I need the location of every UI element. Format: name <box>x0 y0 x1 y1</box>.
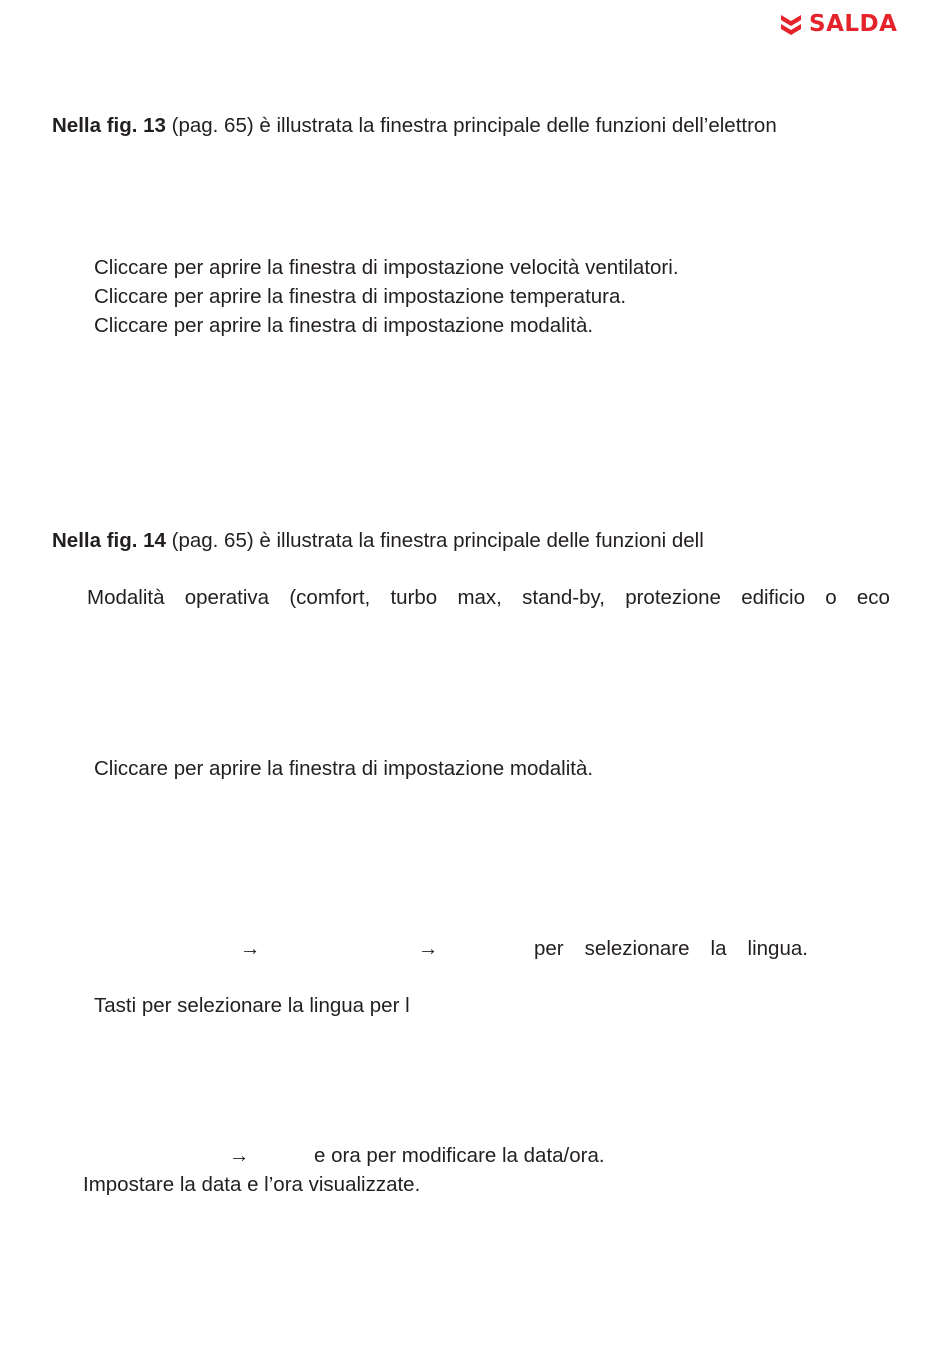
language-buttons-text: Tasti per selezionare la lingua per l <box>94 994 410 1017</box>
datetime-modify-text: e ora per modificare la data/ora. <box>314 1144 605 1167</box>
language-word: selezionare <box>584 937 690 960</box>
mode-word: turbo <box>390 586 438 609</box>
salda-logo <box>779 10 897 38</box>
section2-item-mode: Cliccare per aprire la finestra di impostazione modalità. <box>94 757 594 780</box>
section1-item-mode: Cliccare per aprire la finestra di impostazione modalità. <box>94 314 594 337</box>
mode-word: (comfort, <box>289 586 371 609</box>
language-arrow-1: → <box>240 937 261 960</box>
language-select-text <box>534 937 808 961</box>
section1-item-fan-speed: Cliccare per aprire la finestra di impostazione velocità ventilatori. <box>94 256 679 279</box>
section2-intro-text: (pag. 65) è illustrata la finestra principale delle funzioni dell <box>165 529 704 552</box>
datetime-arrow: → <box>229 1144 250 1167</box>
mode-word: edificio <box>741 586 805 609</box>
section1-intro <box>52 114 777 138</box>
language-word: la <box>710 937 727 960</box>
section1-intro-text: (pag. 65) è illustrata la finestra principale delle funzioni dell’elettron <box>165 114 777 137</box>
language-word: lingua. <box>747 937 808 960</box>
mode-word: max, <box>457 586 502 609</box>
section2-intro <box>52 529 704 553</box>
mode-word: stand-by, <box>522 586 605 609</box>
section1-item-temperature: Cliccare per aprire la finestra di impostazione temperatura. <box>94 285 627 308</box>
section2-operating-mode <box>87 586 890 610</box>
section1-figure-ref: Nella fig. 13 <box>52 114 166 137</box>
mode-word: Modalità <box>87 586 165 609</box>
language-word: per <box>534 937 564 960</box>
section2-figure-ref: Nella fig. 14 <box>52 529 166 552</box>
mode-word: o <box>825 586 837 609</box>
datetime-set-text: Impostare la data e l’ora visualizzate. <box>83 1173 421 1196</box>
mode-word: eco <box>856 586 890 609</box>
mode-word: operativa <box>184 586 270 609</box>
language-arrow-2: → <box>418 937 439 960</box>
mode-word: protezione <box>625 586 721 609</box>
brand-name: SALDA <box>809 11 898 37</box>
salda-logo-icon <box>779 12 803 36</box>
